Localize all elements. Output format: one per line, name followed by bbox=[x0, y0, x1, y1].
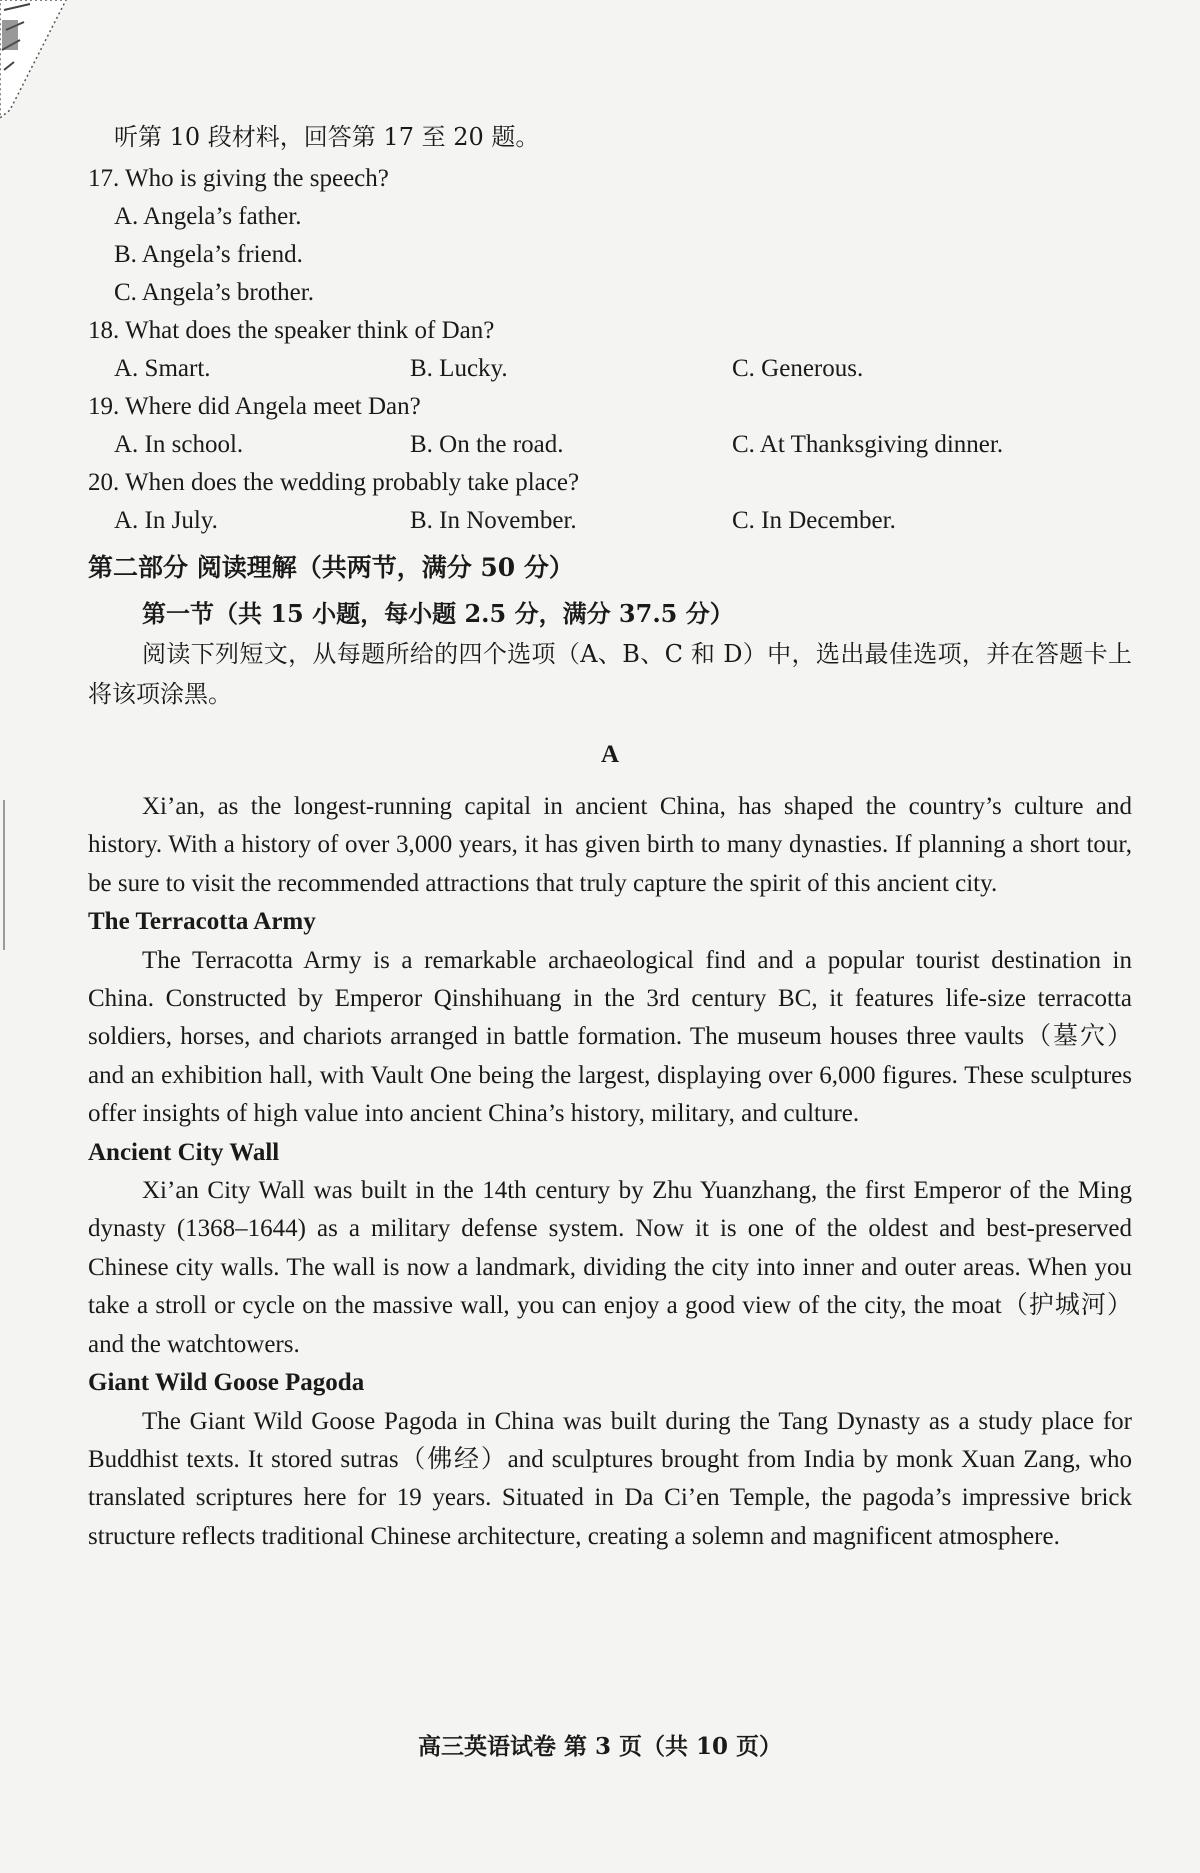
attraction-heading-city-wall: Ancient City Wall bbox=[88, 1138, 280, 1166]
passage-intro: Xi’an, as the longest-running capital in ancient China, has shaped the country’s culture and history. With a history of over 3,000 years, it has given birth to many dynasties. If planning a short tour, be sure to visit the recommended attractions that truly capture the spirit of this ancient city. bbox=[88, 793, 1132, 897]
question-19-options bbox=[88, 426, 1132, 464]
question-18-stem: 18. What does the speaker think of Dan? bbox=[88, 317, 495, 344]
question-20-option-c: C. In December. bbox=[732, 507, 896, 534]
passage-label: A bbox=[600, 741, 620, 768]
question-17-option-c: C. Angela’s brother. bbox=[114, 279, 314, 306]
question-17-option-b: B. Angela’s friend. bbox=[114, 241, 303, 268]
question-18-option-c: C. Generous. bbox=[732, 355, 864, 382]
question-17-stem: 17. Who is giving the speech? bbox=[88, 165, 389, 192]
page-footer: 高三英语试卷 第 3 页（共 10 页） bbox=[417, 1733, 783, 1760]
reading-instruction: 阅读下列短文，从每题所给的四个选项（A、B、C 和 D）中，选出最佳选项，并在答题卡上将该项涂黑。 bbox=[88, 640, 1132, 708]
question-17-option-a: A. Angela’s father. bbox=[114, 203, 302, 230]
corner-scan-mark bbox=[0, 0, 70, 120]
attraction-heading-terracotta: The Terracotta Army bbox=[88, 908, 316, 936]
reading-part-title: 第二部分 阅读理解（共两节，满分 50 分） bbox=[88, 553, 574, 582]
exam-page bbox=[88, 118, 1132, 1556]
attraction-heading-pagoda: Giant Wild Goose Pagoda bbox=[88, 1369, 365, 1397]
question-19-option-a: A. In school. bbox=[114, 431, 244, 458]
question-19-stem: 19. Where did Angela meet Dan? bbox=[88, 393, 421, 420]
question-20-stem: 20. When does the wedding probably take place? bbox=[88, 469, 580, 496]
question-20-options bbox=[88, 502, 1132, 540]
attraction-text-city-wall: Xi’an City Wall was built in the 14th century by Zhu Yuanzhang, the first Emperor of the Ming dynasty (1368–1644) as a military defense system. Now it is one of the oldest and best-preserved Chinese city walls. The wall is now a landmark, dividing the city into inner and outer areas. When you take a stroll or cycle on the massive wall, you can enjoy a good view of the city, the moat（护城河）and the watchtowers. bbox=[88, 1177, 1132, 1358]
question-18-options bbox=[88, 350, 1132, 388]
question-18-option-a: A. Smart. bbox=[114, 355, 211, 382]
scan-edge-line bbox=[3, 800, 5, 950]
question-18-option-b: B. Lucky. bbox=[410, 355, 508, 382]
attraction-text-pagoda: The Giant Wild Goose Pagoda in China was built during the Tang Dynasty as a study place for Buddhist texts. It stored sutras（佛经）and sculptures brought from India by monk Xuan Zang, who translated scriptures here for 19 years. Situated in Da Ci’en Temple, the pagoda’s impressive brick structure reflects traditional Chinese architecture, creating a solemn and magnificent atmosphere. bbox=[88, 1407, 1132, 1550]
listening-instruction: 听第 10 段材料，回答第 17 至 20 题。 bbox=[114, 123, 540, 151]
attraction-text-terracotta: The Terracotta Army is a remarkable archaeological find and a popular tourist destination in China. Constructed by Emperor Qinshihuang in the 3rd century BC, it features life-size terracotta soldiers, horses, and chariots arranged in battle formation. The museum houses three vaults（墓穴）and an exhibition hall, with Vault One being the largest, displaying over 6,000 figures. These sculptures offer insights of high value into ancient China’s history, military, and culture. bbox=[88, 946, 1132, 1128]
question-19-option-c: C. At Thanksgiving dinner. bbox=[732, 431, 1004, 458]
reading-section-title: 第一节（共 15 小题，每小题 2.5 分，满分 37.5 分） bbox=[142, 599, 734, 628]
question-20-option-b: B. In November. bbox=[410, 507, 577, 534]
question-19-option-b: B. On the road. bbox=[410, 431, 564, 458]
question-20-option-a: A. In July. bbox=[114, 507, 218, 534]
